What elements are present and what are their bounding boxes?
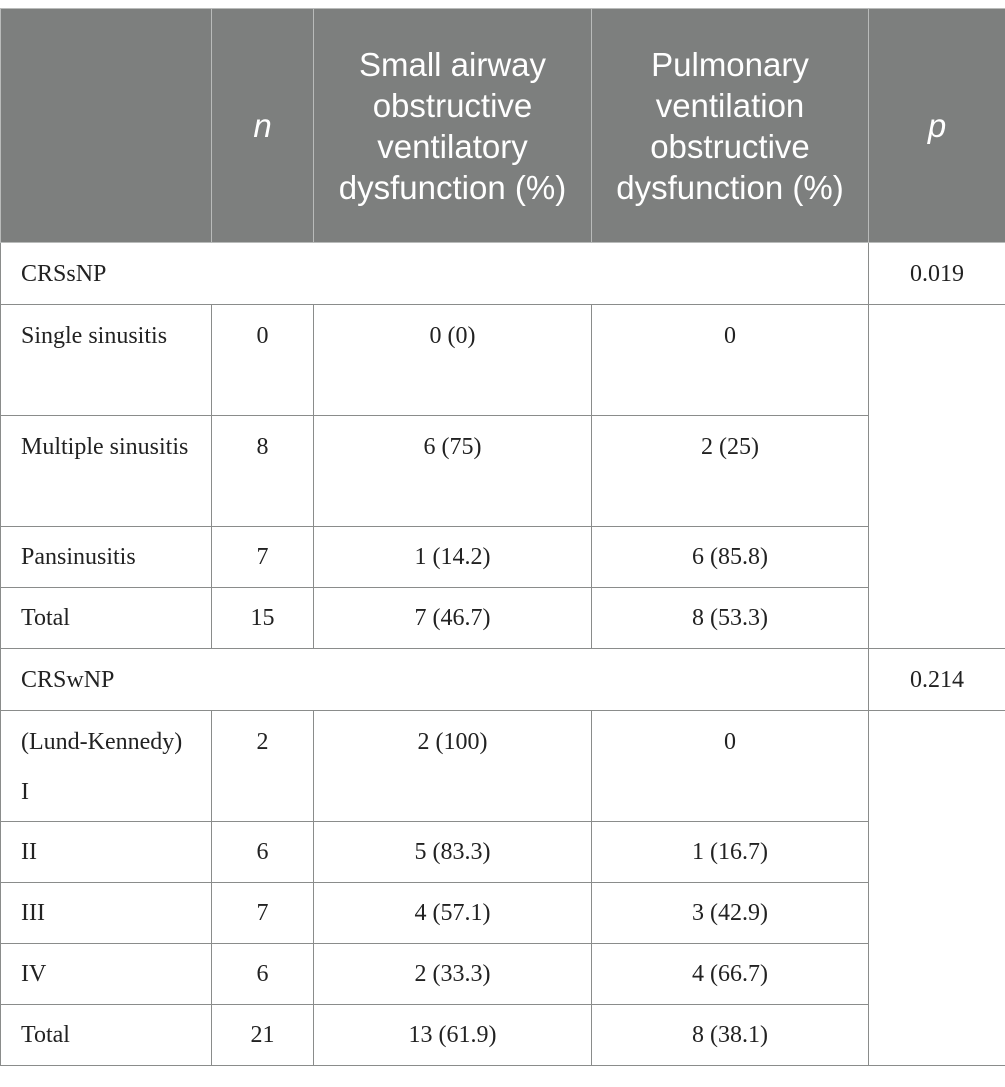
row-pulmonary: 0	[592, 305, 869, 416]
row-n: 21	[212, 1005, 314, 1066]
row-n: 7	[212, 527, 314, 588]
group-p-value: 0.019	[869, 243, 1005, 305]
results-table	[0, 8, 1005, 1066]
row-small-airway: 5 (83.3)	[314, 822, 592, 883]
row-label: IV	[1, 944, 212, 1005]
row-pulmonary: 1 (16.7)	[592, 822, 869, 883]
p-blank-cell	[869, 305, 1005, 649]
row-label: III	[1, 883, 212, 944]
group-label: CRSsNP	[1, 243, 869, 305]
group-row-crswnp	[1, 649, 1005, 711]
header-blank	[1, 9, 212, 243]
row-small-airway: 7 (46.7)	[314, 588, 592, 649]
row-pulmonary: 8 (38.1)	[592, 1005, 869, 1066]
table-row	[1, 883, 1005, 944]
table-body	[1, 243, 1005, 1066]
header-n: n	[212, 9, 314, 243]
row-label: II	[1, 822, 212, 883]
row-small-airway: 4 (57.1)	[314, 883, 592, 944]
row-small-airway: 13 (61.9)	[314, 1005, 592, 1066]
row-pulmonary: 2 (25)	[592, 416, 869, 527]
row-n: 6	[212, 944, 314, 1005]
row-label: Single sinusitis	[1, 305, 212, 416]
row-n: 8	[212, 416, 314, 527]
group-row-crssnp	[1, 243, 1005, 305]
row-small-airway: 6 (75)	[314, 416, 592, 527]
row-label: (Lund-Kennedy) I	[1, 711, 212, 822]
row-pulmonary: 0	[592, 711, 869, 822]
row-label: Total	[1, 588, 212, 649]
group-label: CRSwNP	[1, 649, 869, 711]
row-pulmonary: 8 (53.3)	[592, 588, 869, 649]
table-row	[1, 822, 1005, 883]
row-small-airway: 2 (100)	[314, 711, 592, 822]
row-n: 6	[212, 822, 314, 883]
table-row	[1, 944, 1005, 1005]
header-small-airway: Small airway obstructive ventilatory dysfunction (%)	[314, 9, 592, 243]
group-p-value: 0.214	[869, 649, 1005, 711]
row-label: Multiple sinusitis	[1, 416, 212, 527]
table-row	[1, 711, 1005, 822]
row-label: Pansinusitis	[1, 527, 212, 588]
row-n: 7	[212, 883, 314, 944]
header-pulmonary-ventilation: Pulmonary ventilation obstructive dysfunction (%)	[592, 9, 869, 243]
table-header	[1, 9, 1005, 243]
table-row	[1, 588, 1005, 649]
row-small-airway: 2 (33.3)	[314, 944, 592, 1005]
row-small-airway: 0 (0)	[314, 305, 592, 416]
row-small-airway: 1 (14.2)	[314, 527, 592, 588]
row-n: 15	[212, 588, 314, 649]
table-row	[1, 305, 1005, 416]
row-pulmonary: 6 (85.8)	[592, 527, 869, 588]
row-pulmonary: 3 (42.9)	[592, 883, 869, 944]
p-blank-cell	[869, 711, 1005, 1066]
row-n: 0	[212, 305, 314, 416]
table-row	[1, 1005, 1005, 1066]
row-n: 2	[212, 711, 314, 822]
table-row	[1, 416, 1005, 527]
header-row	[1, 9, 1005, 243]
table-row	[1, 527, 1005, 588]
row-label: Total	[1, 1005, 212, 1066]
row-pulmonary: 4 (66.7)	[592, 944, 869, 1005]
header-p: p	[869, 9, 1005, 243]
